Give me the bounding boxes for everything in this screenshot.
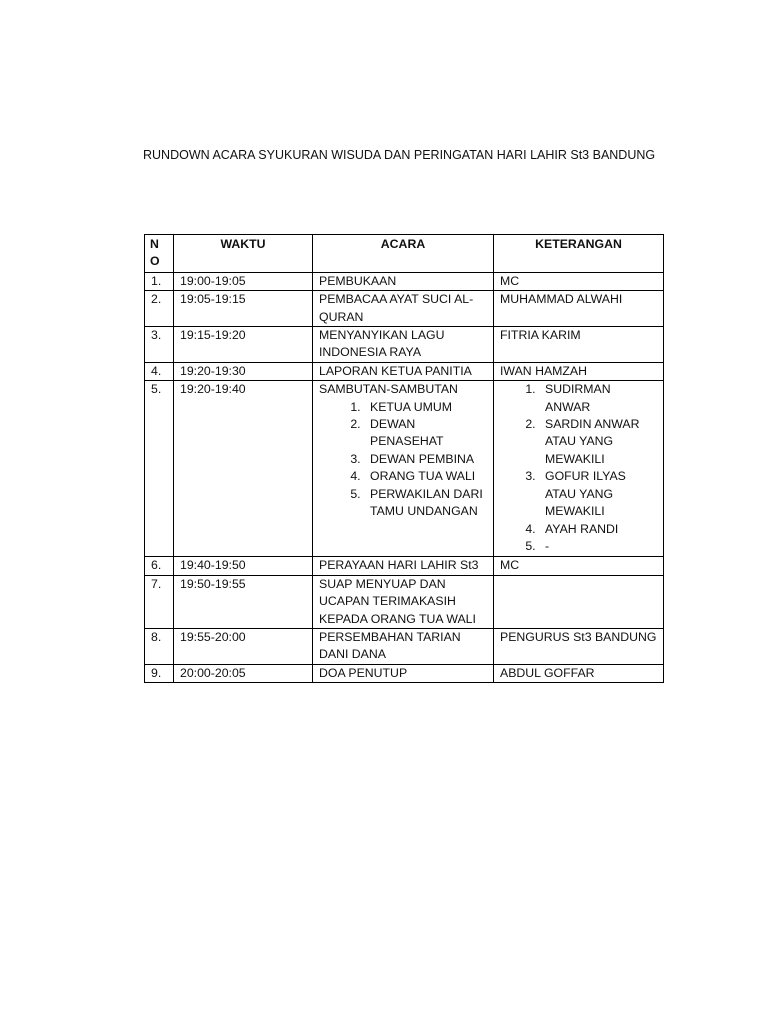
cell-waktu: 19:20-19:30 [174,362,313,380]
table-row [145,557,664,575]
cell-no: 9. [145,664,174,682]
speaker-name-list [500,381,657,555]
list-item: 2. SARDIN ANWAR ATAU YANG MEWAKILI [539,416,657,468]
cell-keterangan: MUHAMMAD ALWAHI [494,291,664,327]
cell-keterangan: FITRIA KARIM [494,327,664,363]
rundown-table [144,234,664,683]
cell-acara: PEMBACAA AYAT SUCI AL-QURAN [313,291,494,327]
cell-keterangan: ABDUL GOFFAR [494,664,664,682]
header-no: NO [145,235,174,273]
cell-no: 1. [145,272,174,290]
list-item: 1. KETUA UMUM [364,399,487,416]
cell-keterangan: MC [494,557,664,575]
table-header-row [145,235,664,273]
cell-waktu: 19:15-19:20 [174,327,313,363]
cell-acara: LAPORAN KETUA PANITIA [313,362,494,380]
cell-keterangan: PENGURUS St3 BANDUNG [494,628,664,664]
cell-no: 8. [145,628,174,664]
header-acara: ACARA [313,235,494,273]
table-row [145,381,664,557]
cell-waktu: 19:20-19:40 [174,381,313,557]
list-item: 4. ORANG TUA WALI [364,468,487,485]
cell-waktu: 19:40-19:50 [174,557,313,575]
table-row [145,628,664,664]
list-item: 1. SUDIRMAN ANWAR [539,381,657,416]
cell-keterangan [494,381,664,557]
cell-acara: MENYANYIKAN LAGU INDONESIA RAYA [313,327,494,363]
cell-no: 7. [145,575,174,628]
cell-no: 2. [145,291,174,327]
cell-waktu: 19:50-19:55 [174,575,313,628]
cell-acara: SUAP MENYUAP DAN UCAPAN TERIMAKASIH KEPADA ORANG TUA WALI [313,575,494,628]
cell-waktu: 19:00-19:05 [174,272,313,290]
list-item: 3. DEWAN PEMBINA [364,451,487,468]
list-item: 5. - [539,538,657,555]
header-waktu: WAKTU [174,235,313,273]
cell-no: 3. [145,327,174,363]
list-item: 2. DEWAN PENASEHAT [364,416,487,451]
cell-waktu: 19:55-20:00 [174,628,313,664]
table-row [145,272,664,290]
cell-acara: PERSEMBAHAN TARIAN DANI DANA [313,628,494,664]
cell-no: 4. [145,362,174,380]
list-item: 5. PERWAKILAN DARI TAMU UNDANGAN [364,486,487,521]
list-item: 4. AYAH RANDI [539,521,657,538]
speaker-list [319,399,487,521]
table-row [145,362,664,380]
table-row [145,327,664,363]
cell-keterangan: MC [494,272,664,290]
table-row [145,291,664,327]
list-item: 3. GOFUR ILYAS ATAU YANG MEWAKILI [539,468,657,520]
cell-keterangan: IWAN HAMZAH [494,362,664,380]
table-row [145,664,664,682]
cell-acara: DOA PENUTUP [313,664,494,682]
table-row [145,575,664,628]
cell-no: 6. [145,557,174,575]
page-title: RUNDOWN ACARA SYUKURAN WISUDA DAN PERINGATAN HARI LAHIR St3 BANDUNG [143,148,656,162]
header-keterangan: KETERANGAN [494,235,664,273]
cell-acara: PEMBUKAAN [313,272,494,290]
cell-acara: PERAYAAN HARI LAHIR St3 [313,557,494,575]
cell-waktu: 19:05-19:15 [174,291,313,327]
cell-acara-heading: SAMBUTAN-SAMBUTAN [319,382,458,397]
cell-acara [313,381,494,557]
cell-keterangan [494,575,664,628]
cell-waktu: 20:00-20:05 [174,664,313,682]
cell-no: 5. [145,381,174,557]
